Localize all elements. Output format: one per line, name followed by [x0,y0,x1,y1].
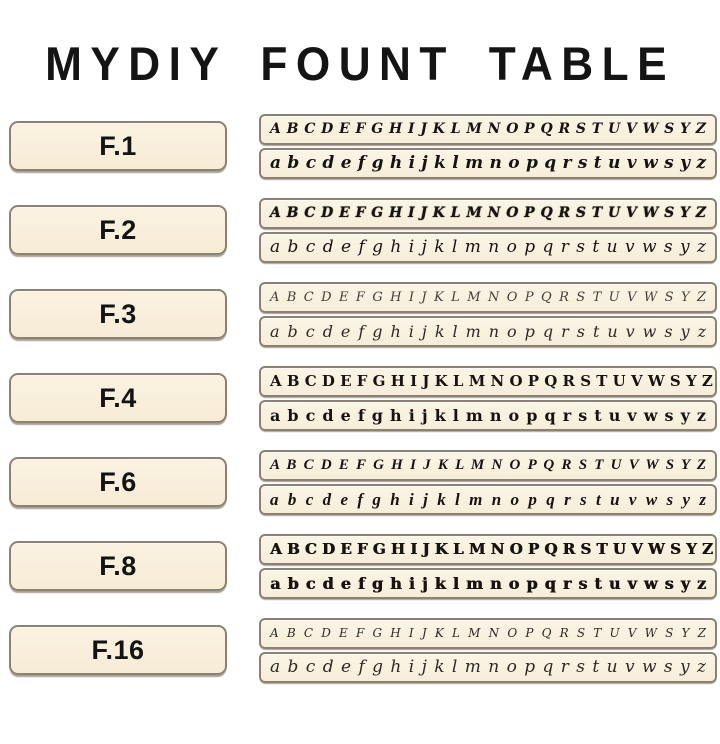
uppercase-sample-strip [259,450,717,481]
title-bar [0,24,720,102]
lowercase-sample-text: a b c d e f g h i j k l m n o p q r s t u v w s y z [270,489,706,509]
uppercase-sample-strip [259,114,717,145]
lowercase-sample-strip [259,400,717,431]
font-label-box-f1 [9,121,227,171]
lowercase-sample-strip [259,568,717,599]
font-row-f8 [0,532,720,600]
font-row-f2 [0,196,720,264]
uppercase-sample-text: A B C D E F G H I J K L M N O P Q R S T U V W S Y Z [270,289,706,305]
font-rows [0,112,720,684]
lowercase-sample-text: a b c d e f g h i j k l m n o p q r s t u v w s y z [270,405,706,425]
sample-strips-f2 [259,198,717,263]
lowercase-sample-text: a b c d e f g h i j k l m n o p q r s t u v w s y z [270,236,706,257]
font-row-f3 [0,280,720,348]
fount-table-page [0,24,720,744]
lowercase-sample-text: a b c d e f g h i j k l m n o p q r s t u v w s y z [270,656,706,677]
sample-strips-f6 [259,450,717,515]
font-label: F.3 [99,298,137,329]
font-label-box-f3 [9,289,227,339]
font-label-box-f2 [9,205,227,255]
uppercase-sample-text: A B C D E F G H I J K L M N O P Q R S T U V W S Y Z [270,625,706,640]
font-row-f16 [0,616,720,684]
sample-strips-f3 [259,282,717,347]
sample-strips-f4 [259,366,717,431]
font-label-box-f16 [9,625,227,675]
uppercase-sample-strip [259,618,717,649]
font-label-box-f4 [9,373,227,423]
uppercase-sample-text: A B C D E F G H I J K L M N O P Q R S T U V W S Y Z [270,120,706,137]
uppercase-sample-strip [259,198,717,229]
font-row-f4 [0,364,720,432]
font-label: F.1 [99,130,137,161]
lowercase-sample-text: a b c d e f g h i j k l m n o p q r s t u v w s y z [270,321,706,341]
lowercase-sample-strip [259,652,717,683]
font-label: F.4 [99,382,137,413]
lowercase-sample-strip [259,484,717,515]
lowercase-sample-strip [259,316,717,347]
font-label: F.6 [99,466,137,497]
font-label: F.16 [91,634,145,665]
sample-strips-f8 [259,534,717,599]
uppercase-sample-strip [259,282,717,313]
lowercase-sample-text: a b c d e f g h i j k l m n o p q r s t u v w s y z [270,152,706,173]
page-title: MYDIY FOUNT TABLE [45,36,675,90]
sample-strips-f16 [259,618,717,683]
uppercase-sample-text: A B C D E F G H I J K L M N O P Q R S T U V W S Y Z [270,371,713,390]
uppercase-sample-strip [259,534,717,565]
uppercase-sample-text: A B C D E F G H I J K L M N O P Q R S T U V W S Y Z [270,539,713,558]
lowercase-sample-strip [259,232,717,263]
font-label: F.2 [99,214,137,245]
lowercase-sample-text: a b c d e f g h i j k l m n o p q r s t u v w s y z [270,573,706,593]
font-row-f1 [0,112,720,180]
sample-strips-f1 [259,114,717,179]
uppercase-sample-strip [259,366,717,397]
font-label-box-f6 [9,457,227,507]
uppercase-sample-text: A B C D E F G H I J K L M N O P Q R S T U V W S Y Z [270,456,706,473]
lowercase-sample-strip [259,148,717,179]
font-row-f6 [0,448,720,516]
uppercase-sample-text: A B C D E F G H I J K L M N O P Q R S T U V W S Y Z [270,204,706,221]
font-label-box-f8 [9,541,227,591]
font-label: F.8 [99,550,137,581]
